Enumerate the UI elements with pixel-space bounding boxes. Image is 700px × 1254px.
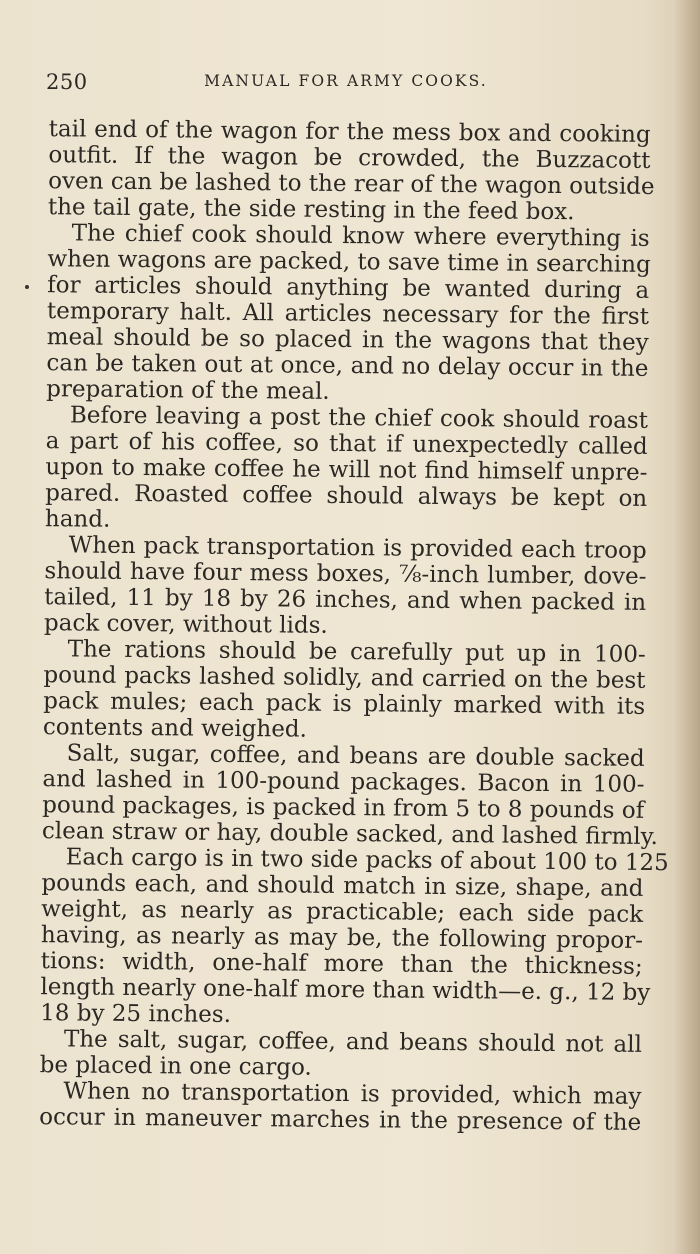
text-line: pound packages, is packed in from 5 to 8 pounds of — [42, 792, 645, 824]
text-line: can be taken out at once, and no delay occur in the — [46, 350, 649, 382]
text-line: be placed in one cargo. — [39, 1052, 312, 1081]
page-number: 250 — [46, 70, 88, 94]
text-line: meal should be so placed in the wagons that they — [46, 324, 649, 356]
paragraph-first-line: When no transportation is provided, which may — [63, 1078, 642, 1110]
text-line: should have four mess boxes, ⅞-inch lumber, dove- — [44, 558, 647, 590]
text-line: tail end of the wagon for the mess box and cooking — [48, 116, 651, 148]
text-line: pack cover, without lids. — [43, 610, 328, 639]
text-line: clean straw or hay, double sacked, and lashed firmly. — [41, 818, 659, 851]
text-line: the tail gate, the side resting in the feed box. — [47, 194, 575, 226]
text-line: preparation of the meal. — [46, 376, 330, 405]
text-line: for articles should anything be wanted during a — [47, 272, 650, 304]
paragraph-first-line: Salt, sugar, coffee, and beans are double sacked — [66, 740, 645, 772]
text-line: tailed, 11 by 18 by 26 inches, and when packed in — [44, 584, 647, 616]
text-line: occur in maneuver marches in the presence of the — [39, 1104, 642, 1136]
text-line: and lashed in 100-pound packages. Bacon in 100- — [42, 766, 645, 798]
text-line: hand. — [44, 506, 111, 533]
paragraph-first-line: When pack transportation is provided each troop — [68, 532, 647, 564]
text-line: upon to make coffee he will not find himself unpre- — [45, 454, 648, 486]
text-line: length nearly one-half more than width—e. g., 12 by — [40, 974, 651, 1006]
paragraph-first-line: Each cargo is in two side packs of about 100 to 125 — [65, 844, 669, 877]
running-title: MANUAL FOR ARMY COOKS. — [204, 72, 488, 90]
text-line: tions: width, one-half more than the thickness; — [40, 948, 643, 980]
text-line: pounds each, and should match in size, shape, and — [41, 870, 644, 902]
text-line: pack mules; each pack is plainly marked with its — [43, 688, 646, 720]
text-line: having, as nearly as may be, the following propor- — [40, 922, 644, 954]
text-line: 18 by 25 inches. — [40, 1000, 232, 1028]
paragraph-first-line: The salt, sugar, coffee, and beans should not all — [63, 1026, 643, 1058]
text-line: temporary halt. All articles necessary for the first — [46, 298, 650, 330]
paragraph-first-line: Before leaving a post the chief cook should roast — [69, 402, 649, 434]
text-line: oven can be lashed to the rear of the wagon outside — [48, 168, 655, 200]
paragraph-first-line: The chief cook should know where everything is — [71, 220, 650, 252]
text-line: when wagons are packed, to save time in searching — [47, 246, 651, 278]
text-line: outfit. If the wagon be crowded, the Buzzacott — [48, 142, 651, 174]
text-line: a part of his coffee, so that if unexpectedly called — [45, 428, 648, 460]
text-line: weight, as nearly as practicable; each side pack — [41, 896, 644, 928]
text-line: pared. Roasted coffee should always be kept on — [45, 480, 648, 512]
paragraph-first-line: The rations should be carefully put up in 100- — [67, 636, 646, 668]
text-line: pound packs lashed solidly, and carried on the best — [43, 662, 646, 694]
text-line: contents and weighed. — [42, 714, 308, 743]
